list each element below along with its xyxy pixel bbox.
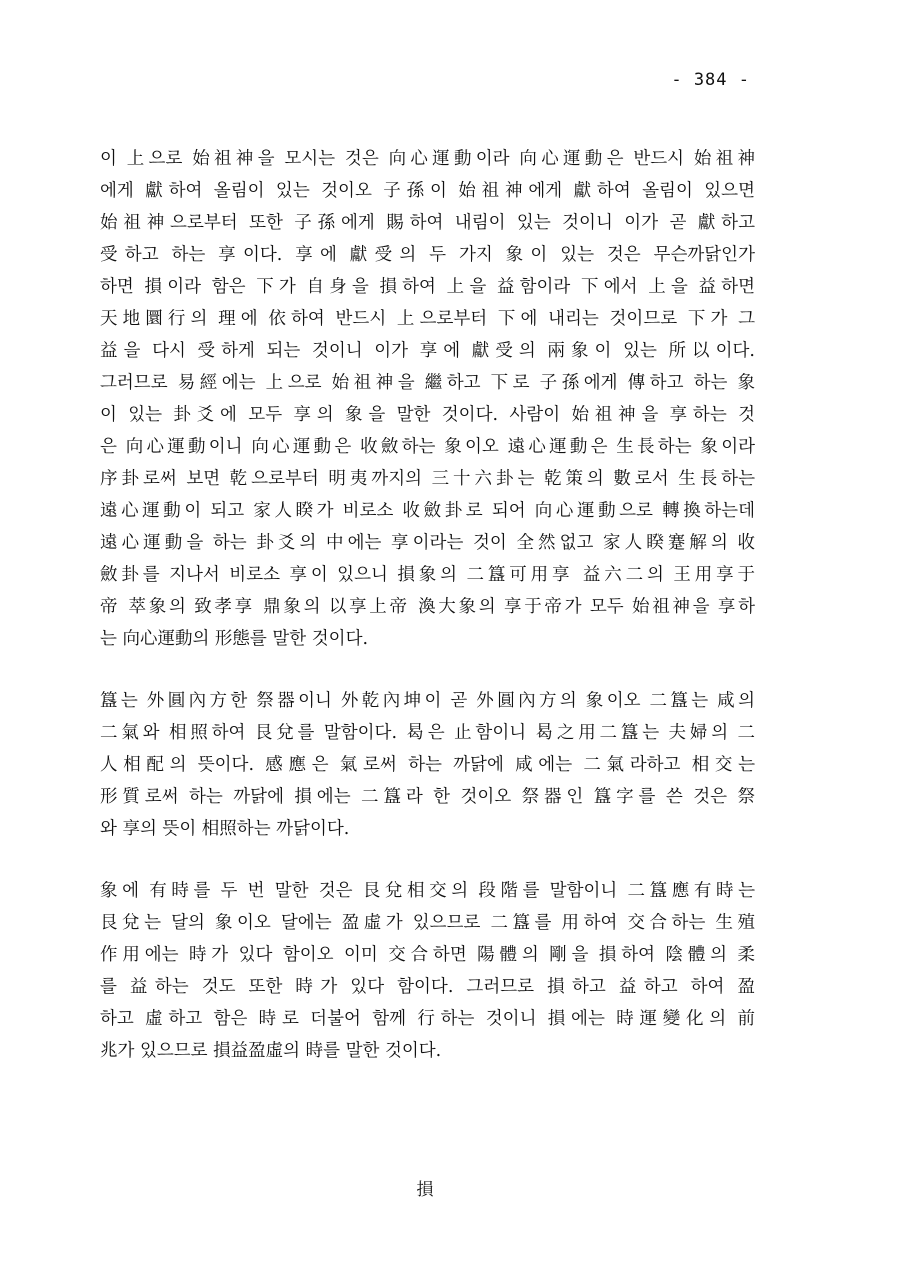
text-line: 天地圜行의 理에 依하여 반드시 上으로부터 下에 내리는 것이므로 下가 그 xyxy=(100,309,755,329)
text-line: 斂卦를 지나서 비로소 享이 있으니 損象의 二簋可用享 益六二의 王用享于 xyxy=(100,565,755,585)
text-line: 遠心運動이 되고 家人睽가 비로소 收斂卦로 되어 向心運動으로 轉換하는데 xyxy=(100,501,755,521)
page-number: - 384 - xyxy=(671,70,750,90)
text-line: 와 享의 뜻이 相照하는 까닭이다. xyxy=(100,819,350,839)
text-line: 이 있는 卦爻에 모두 享의 象을 말한 것이다. 사람이 始祖神을 享하는 것 xyxy=(100,405,755,425)
text-line: 이 上으로 始祖神을 모시는 것은 向心運動이라 向心運動은 반드시 始祖神 xyxy=(100,149,755,169)
text-line: 二氣와 相照하여 艮兌를 말함이다. 曷은 止함이니 曷之用二簋는 夫婦의 二 xyxy=(100,723,755,743)
body-text xyxy=(100,143,755,1097)
text-line: 益을 다시 受하게 되는 것이니 이가 享에 獻受의 兩象이 있는 所以이다. xyxy=(100,341,755,361)
text-line: 하고 虛하고 함은 時로 더불어 함께 行하는 것이니 損에는 時運變化의 前 xyxy=(100,1009,755,1029)
text-line: 始祖神으로부터 또한 子孫에게 賜하여 내림이 있는 것이니 이가 곧 獻하고 xyxy=(100,213,755,233)
text-line: 序卦로써 보면 乾으로부터 明夷까지의 三十六卦는 乾策의 數로서 生長하는 xyxy=(100,469,755,489)
text-line: 는 向心運動의 形態를 말한 것이다. xyxy=(100,629,369,649)
paragraph-3 xyxy=(100,875,755,1067)
footer-chapter-label: 損 xyxy=(416,1180,434,1200)
text-line: 遠心運動을 하는 卦爻의 中에는 享이라는 것이 全然없고 家人睽蹇解의 收 xyxy=(100,533,755,553)
text-line: 象에 有時를 두 번 말한 것은 艮兌相交의 段階를 말함이니 二簋應有時는 xyxy=(100,881,755,901)
text-line: 에게 獻하여 올림이 있는 것이오 子孫이 始祖神에게 獻하여 올림이 있으면 xyxy=(100,181,755,201)
paragraph-1 xyxy=(100,143,755,655)
text-line: 를 益하는 것도 또한 時가 있다 함이다. 그러므로 損하고 益하고 하여 盈 xyxy=(100,977,755,997)
text-line: 은 向心運動이니 向心運動은 收斂하는 象이오 遠心運動은 生長하는 象이라 xyxy=(100,437,755,457)
text-line: 受하고 하는 享이다. 享에 獻受의 두 가지 象이 있는 것은 무슨까닭인가 xyxy=(100,245,755,265)
text-line: 艮兌는 달의 象이오 달에는 盈虛가 있으므로 二簋를 用하여 交合하는 生殖 xyxy=(100,913,755,933)
text-line: 作用에는 時가 있다 함이오 이미 交合하면 陽體의 剛을 損하여 陰體의 柔 xyxy=(100,945,755,965)
text-line: 하면 損이라 함은 下가 自身을 損하여 上을 益함이라 下에서 上을 益하면 xyxy=(100,277,755,297)
text-line: 그러므로 易經에는 上으로 始祖神을 繼하고 下로 子孫에게 傳하고 하는 象 xyxy=(100,373,755,393)
text-line: 帝 萃象의 致孝享 鼎象의 以享上帝 渙大象의 享于帝가 모두 始祖神을 享하 xyxy=(100,597,755,617)
text-line: 兆가 있으므로 損益盈虛의 時를 말한 것이다. xyxy=(100,1041,442,1061)
paragraph-2 xyxy=(100,685,755,845)
text-line: 人相配의 뜻이다. 感應은 氣로써 하는 까닭에 咸에는 二氣라하고 相交는 xyxy=(100,755,755,775)
text-line: 形質로써 하는 까닭에 損에는 二簋라 한 것이오 祭器인 簋字를 쓴 것은 祭 xyxy=(100,787,755,807)
text-line: 簋는 外圓內方한 祭器이니 外乾內坤이 곧 外圓內方의 象이오 二簋는 咸의 xyxy=(100,691,755,711)
